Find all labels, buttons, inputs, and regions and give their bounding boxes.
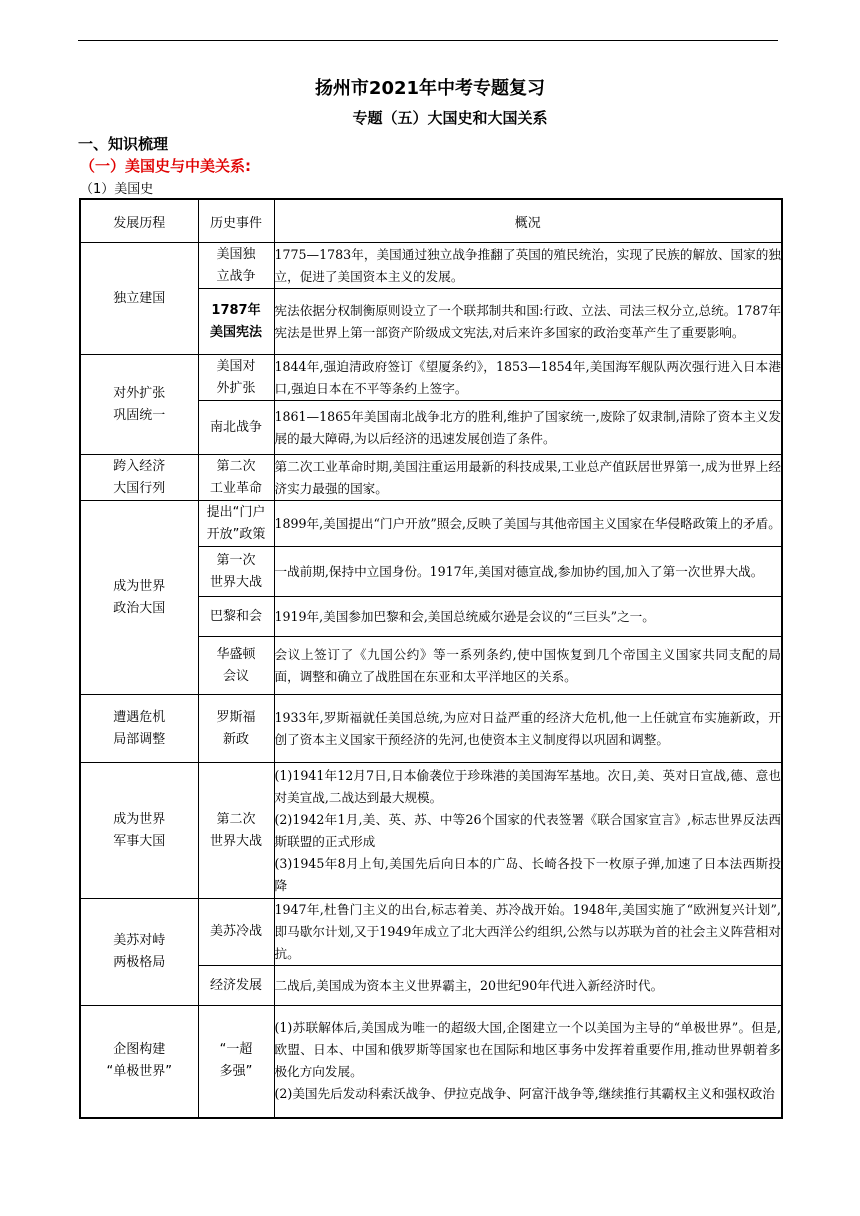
- event-cell: 罗斯福 新政: [198, 695, 274, 763]
- event-cell: 美苏冷战: [198, 899, 274, 966]
- event-cell: 第二次 工业革命: [198, 455, 274, 501]
- stage-cell: 企图构建 “单极世界”: [80, 1006, 198, 1118]
- event-cell: “一超 多强”: [198, 1006, 274, 1118]
- summary-cell: 会议上签订了《九国公约》等一系列条约,使中国恢复到几个帝国主义国家共同支配的局面，调整和确立了战胜国在东亚和太平洋地区的关系。: [274, 637, 782, 695]
- table-row: [80, 899, 782, 966]
- stage-cell: 跨入经济 大国行列: [80, 455, 198, 501]
- summary-cell: 1947年,杜鲁门主义的出台,标志着美、苏冷战开始。1948年,美国实施了“欧洲复兴计划”,即马歇尔计划,又于1949年成立了北大西洋公约组织,公然与以苏联为首的社会主义阵营相对抗。: [274, 899, 782, 966]
- us-history-table: [79, 198, 783, 1119]
- section-heading: 一、知识梳理: [78, 135, 169, 153]
- event-cell: 美国独 立战争: [198, 243, 274, 289]
- summary-cell: 1775—1783年，美国通过独立战争推翻了英国的殖民统治，实现了民族的解放、国家的独立，促进了美国资本主义的发展。: [274, 243, 782, 289]
- summary-cell: (1)1941年12月7日,日本偷袭位于珍珠港的美国海军基地。次日,美、英对日宣战,德、意也对美宣战,二战达到最大规模。 (2)1942年1月,美、英、苏、中等26个国家的代表签署《联合国家宣言》,标志世界反法西斯联盟的正式形成 (3)1945年8月上旬,美国先后向日本的广岛、长崎各投下一枚原子弹,加速了日本法西斯投降: [274, 763, 782, 899]
- summary-cell: 1899年,美国提出“门户开放”照会,反映了美国与其他帝国主义国家在华侵略政策上的矛盾。: [274, 501, 782, 547]
- table-row: [80, 455, 782, 501]
- event-cell: 1787年 美国宪法: [198, 289, 274, 355]
- summary-cell: 1919年,美国参加巴黎和会,美国总统威尔逊是会议的“三巨头”之一。: [274, 597, 782, 637]
- stage-cell: 成为世界 军事大国: [80, 763, 198, 899]
- event-cell: 提出“门户 开放”政策: [198, 501, 274, 547]
- table-row: [80, 243, 782, 289]
- event-cell: 美国对 外扩张: [198, 355, 274, 401]
- table-row: [80, 763, 782, 899]
- table-row: [80, 501, 782, 547]
- stage-cell: 美苏对峙 两极格局: [80, 899, 198, 1006]
- summary-cell: 二战后,美国成为资本主义世界霸主，20世纪90年代进入新经济时代。: [274, 966, 782, 1006]
- subsection-heading: （一）美国史与中美关系:: [80, 157, 251, 175]
- event-cell: 第二次 世界大战: [198, 763, 274, 899]
- page-subtitle: 专题（五）大国史和大国关系: [352, 109, 548, 127]
- stage-cell: 成为世界 政治大国: [80, 501, 198, 695]
- event-cell: 华盛顿 会议: [198, 637, 274, 695]
- table-row: [80, 1006, 782, 1118]
- summary-cell: 1844年,强迫清政府签订《望厦条约》，1853—1854年,美国海军舰队两次强行进入日本港口,强迫日本在不平等条约上签字。: [274, 355, 782, 401]
- event-cell: 巴黎和会: [198, 597, 274, 637]
- stage-cell: 独立建国: [80, 243, 198, 355]
- table-header-row: [80, 199, 782, 243]
- stage-cell: 遭遇危机 局部调整: [80, 695, 198, 763]
- summary-cell: 1861—1865年美国南北战争北方的胜利,维护了国家统一,废除了奴隶制,清除了资本主义发展的最大障碍,为以后经济的迅速发展创造了条件。: [274, 401, 782, 455]
- event-cell: 第一次 世界大战: [198, 547, 274, 597]
- summary-cell: 一战前期,保持中立国身份。1917年,美国对德宣战,参加协约国,加入了第一次世界大战。: [274, 547, 782, 597]
- summary-cell: 1933年,罗斯福就任美国总统,为应对日益严重的经济大危机,他一上任就宣布实施新政，开创了资本主义国家干预经济的先河,也使资本主义制度得以巩固和调整。: [274, 695, 782, 763]
- table-row: [80, 695, 782, 763]
- sub-subsection-heading: （1）美国史: [80, 182, 154, 197]
- table-row: [80, 355, 782, 401]
- header-summary: 概况: [274, 199, 782, 243]
- summary-cell: (1)苏联解体后,美国成为唯一的超级大国,企图建立一个以美国为主导的“单极世界”。但是,欧盟、日本、中国和俄罗斯等国家也在国际和地区事务中发挥着重要作用,推动世界朝着多极化方向发展。 (2)美国先后发动科索沃战争、伊拉克战争、阿富汗战争等,继续推行其霸权主义和强权政治: [274, 1006, 782, 1118]
- summary-cell: 宪法依据分权制衡原则设立了一个联邦制共和国:行政、立法、司法三权分立,总统。1787年宪法是世界上第一部资产阶级成文宪法,对后来许多国家的政治变革产生了重要影响。: [274, 289, 782, 355]
- page-title: 扬州市2021年中考专题复习: [314, 78, 546, 99]
- header-rule: [78, 40, 778, 41]
- header-event: 历史事件: [198, 199, 274, 243]
- event-cell: 南北战争: [198, 401, 274, 455]
- stage-cell: 对外扩张 巩固统一: [80, 355, 198, 455]
- summary-cell: 第二次工业革命时期,美国注重运用最新的科技成果,工业总产值跃居世界第一,成为世界上经济实力最强的国家。: [274, 455, 782, 501]
- header-stage: 发展历程: [80, 199, 198, 243]
- event-cell: 经济发展: [198, 966, 274, 1006]
